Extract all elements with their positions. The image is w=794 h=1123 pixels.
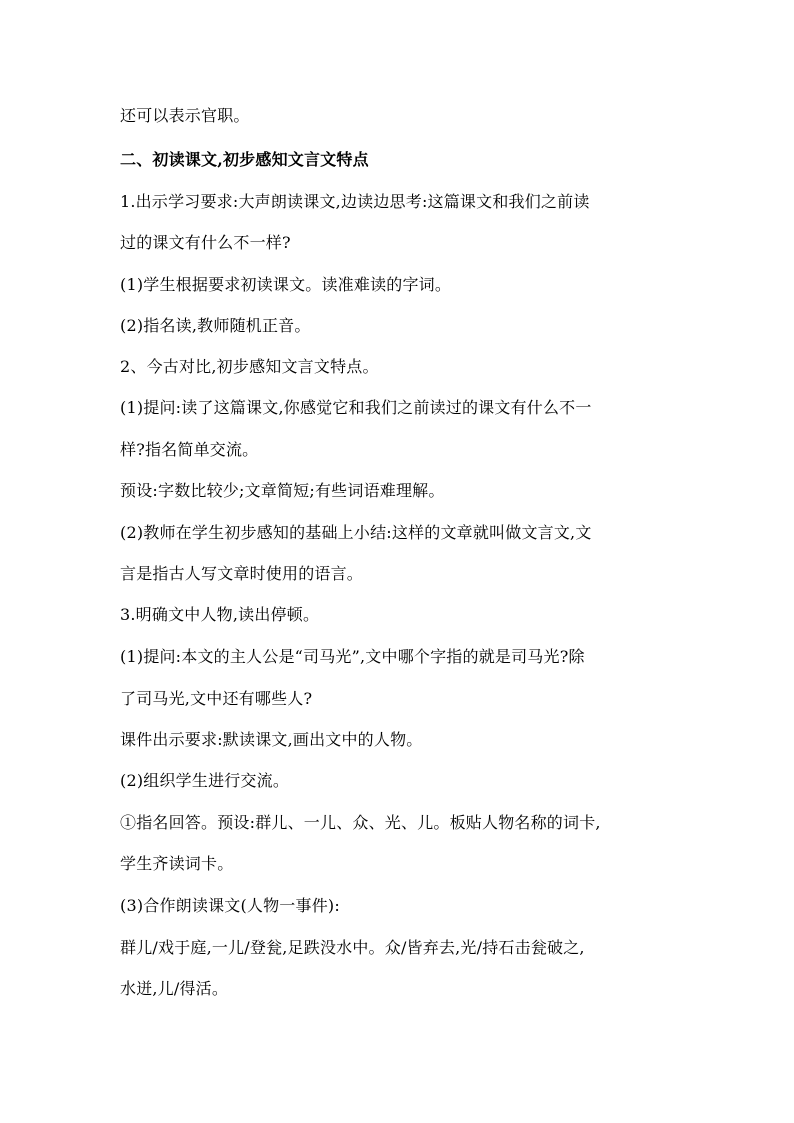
text-line: (2)教师在学生初步感知的基础上小结:这样的文章就叫做文言文,文 [120,523,592,542]
text-line: (1)学生根据要求初读课文。读准难读的字词。 [120,275,452,294]
text-line: ①指名回答。预设:群儿、一儿、众、光、儿。板贴人物名称的词卡, [120,813,601,832]
text-line: 群儿/戏于庭,一儿/登瓮,足跌没水中。众/皆弃去,光/持石击瓮破之, [120,938,585,957]
text-line: 了司马光,文中还有哪些人? [120,689,313,708]
text-line: 样?指名简单交流。 [120,440,259,459]
section-heading: 二、初读课文,初步感知文言文特点 [120,150,369,169]
text-line: (2)指名读,教师随机正音。 [120,316,311,335]
text-line: 水迸,儿/得活。 [120,979,229,998]
text-line: 学生齐读词卡。 [120,854,234,873]
text-line: 预设:字数比较少;文章简短;有些词语难理解。 [120,481,445,500]
text-line: 课件出示要求:默读课文,画出文中的人物。 [120,730,423,749]
text-line: 1.出示学习要求:大声朗读课文,边读边思考:这篇课文和我们之前读 [120,192,590,211]
text-line: 还可以表示官职。 [120,106,250,125]
text-line: 言是指古人写文章时使用的语言。 [120,564,364,583]
text-line: (3)合作朗读课文(人物一事件): [120,896,340,915]
text-line: 过的课文有什么不一样? [120,233,291,252]
text-line: (1)提问:本文的主人公是“司马光”,文中哪个字指的就是司马光?除 [120,647,585,666]
text-line: 2、今古对比,初步感知文言文特点。 [120,357,379,376]
text-line: (2)组织学生进行交流。 [120,771,290,790]
text-line: (1)提问:读了这篇课文,你感觉它和我们之前读过的课文有什么不一 [120,398,592,417]
text-line: 3.明确文中人物,读出停顿。 [120,605,320,624]
